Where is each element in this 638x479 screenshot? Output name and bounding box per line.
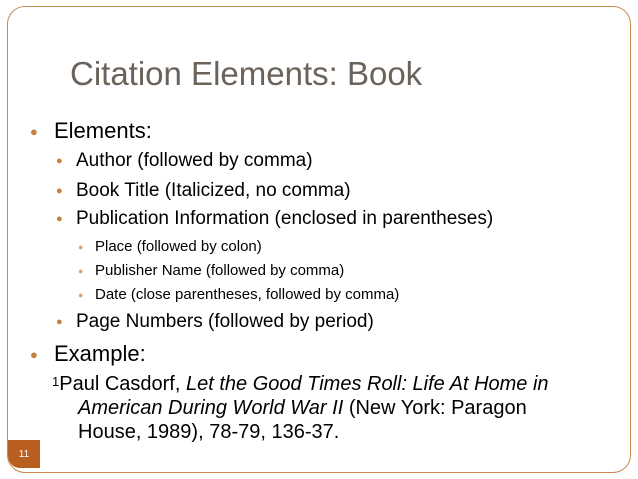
list-item-label: Book Title (Italicized, no comma) <box>76 180 351 201</box>
citation-title-part-2: American During World War II <box>78 397 344 419</box>
bullet-icon: ● <box>56 185 63 197</box>
citation-line-2 <box>52 396 612 420</box>
citation-example <box>52 372 612 444</box>
citation-details: House, 1989), 78-79, 136-37. <box>78 421 340 443</box>
list-item-label: Page Numbers (followed by period) <box>76 311 374 332</box>
list-item-example <box>30 341 146 367</box>
bullet-icon: ● <box>30 123 38 139</box>
list-item-author <box>56 150 313 172</box>
citation-author: Paul Casdorf, <box>59 373 186 395</box>
list-item-label: Example: <box>54 341 146 366</box>
citation-title-part-1: Let the Good Times Roll: Life At Home in <box>185 373 549 395</box>
bullet-icon: ● <box>56 213 63 225</box>
list-item-publisher <box>78 262 344 279</box>
list-item-page-numbers <box>56 311 374 333</box>
citation-line-3 <box>52 420 612 444</box>
bullet-icon: ● <box>56 316 63 328</box>
list-item-date <box>78 286 399 303</box>
bullet-icon: ● <box>30 346 38 362</box>
citation-publication: (New York: Paragon <box>343 397 527 419</box>
page-number-badge <box>8 440 40 468</box>
slide-title: Citation Elements: Book <box>70 55 423 92</box>
list-item-label: Date (close parentheses, followed by comma) <box>95 286 400 303</box>
bullet-icon: ● <box>78 241 84 252</box>
page-number: 11 <box>18 448 30 460</box>
list-item-label: Publisher Name (followed by comma) <box>95 262 345 279</box>
bullet-icon: ● <box>78 265 84 276</box>
bullet-icon: ● <box>56 155 63 167</box>
list-item-label: Author (followed by comma) <box>76 150 313 171</box>
citation-line-1 <box>52 372 612 396</box>
list-item-label: Elements: <box>54 118 152 143</box>
list-item-label: Place (followed by colon) <box>95 238 262 255</box>
list-item-elements <box>30 118 152 144</box>
list-item-place <box>78 238 262 255</box>
list-item-book-title <box>56 180 351 202</box>
list-item-label: Publication Information (enclosed in parentheses) <box>76 208 494 229</box>
list-item-publication <box>56 208 493 230</box>
bullet-icon: ● <box>78 289 84 300</box>
citation-superscript: 1 <box>52 374 60 389</box>
